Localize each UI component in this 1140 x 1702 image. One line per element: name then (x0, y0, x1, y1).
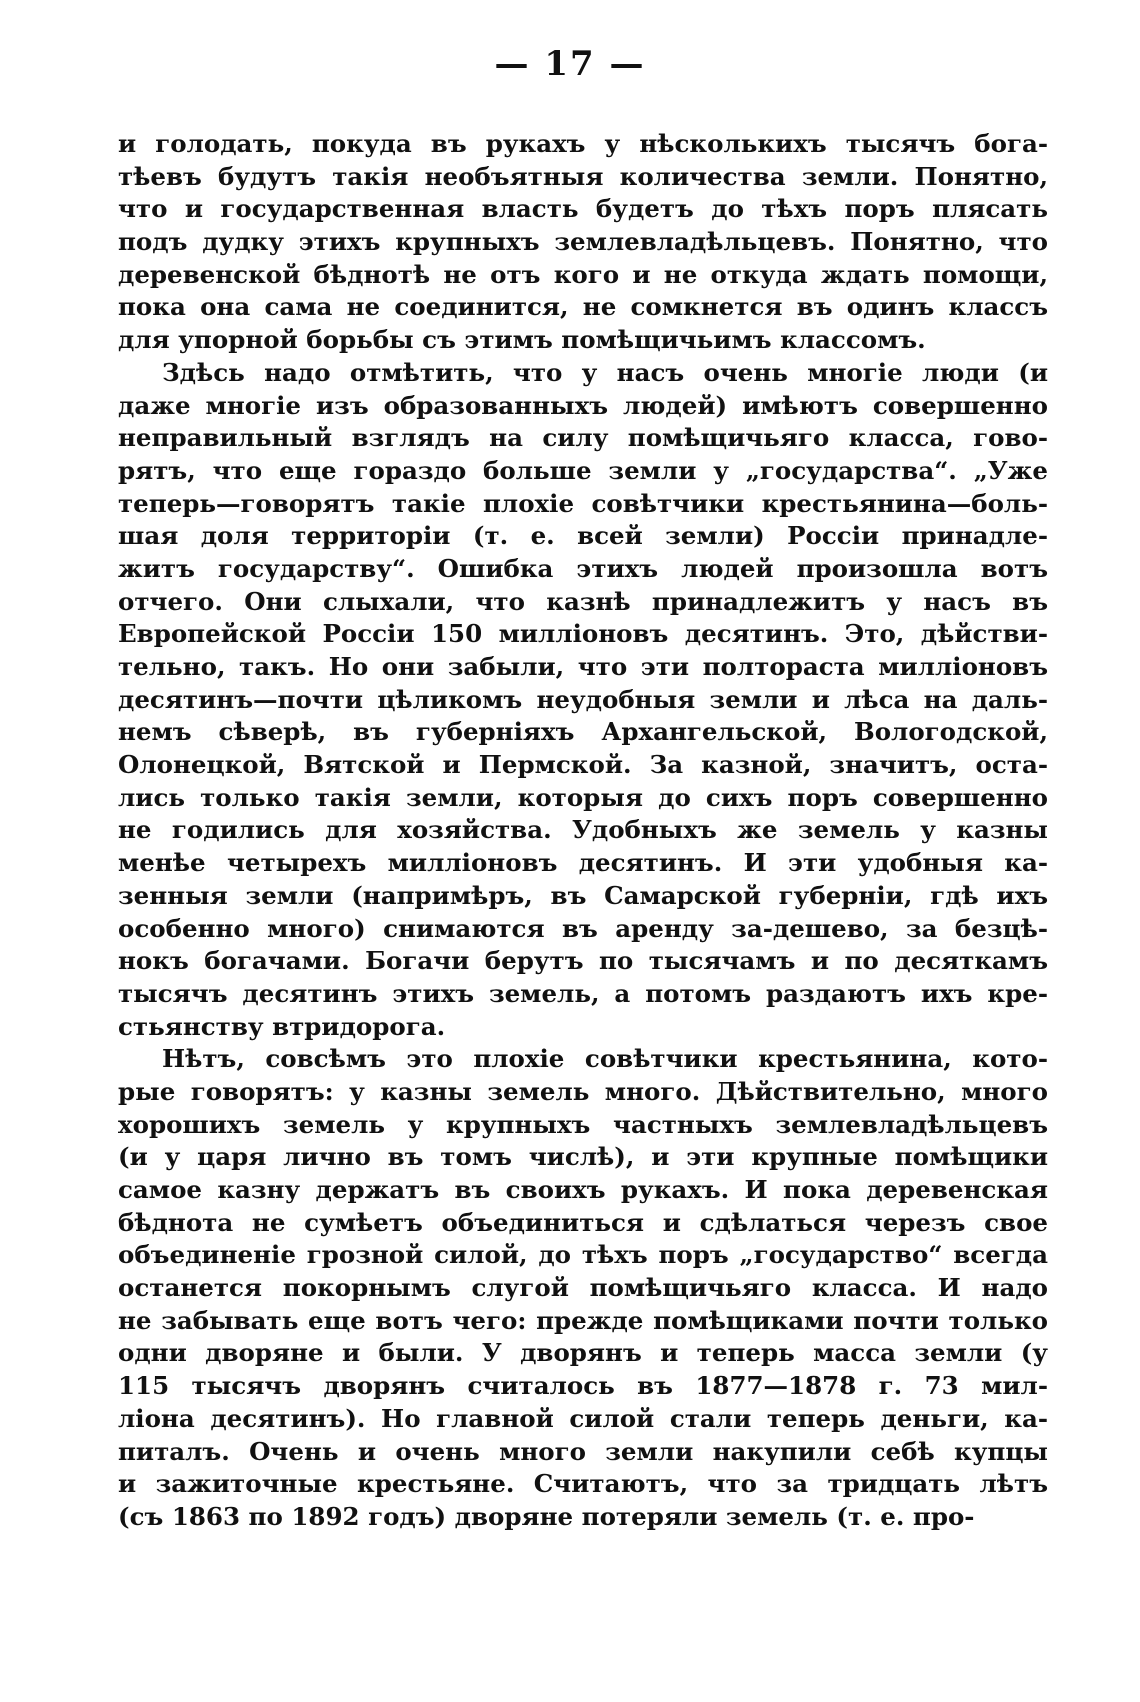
text-line: хорошихъ земель у крупныхъ частныхъ землевладѣльцевъ (118, 1109, 1048, 1139)
text-line: для упорной борьбы съ этимъ помѣщичьимъ классомъ. (118, 325, 926, 355)
text-line: тѣевъ будутъ такія необъятныя количества земли. Понятно, (118, 161, 1048, 191)
text-line: и голодать, покуда въ рукахъ у нѣсколькихъ тысячъ бога- (118, 129, 1048, 158)
text-line: деревенской бѣднотѣ не отъ кого и не откуда ждать помощи, (118, 259, 1048, 289)
text-line: пока она сама не соединится, не сомкнется въ одинъ классъ (118, 292, 1048, 322)
text-line: даже многіе изъ образованныхъ людей) имѣютъ совершенно (118, 390, 1048, 420)
text-line: одни дворяне и были. У дворянъ и теперь масса земли (у (118, 1338, 1048, 1368)
text-line: 115 тысячъ дворянъ считалось въ 1877—1878 г. 73 мил- (118, 1371, 1048, 1401)
text-line: (и у царя лично въ томъ числѣ), и эти крупные помѣщики (118, 1142, 1048, 1172)
text-line: объединеніе грозной силой, до тѣхъ поръ „государство“ всегда (118, 1240, 1048, 1270)
text-line: останется покорнымъ слугой помѣщичьяго класса. И надо (118, 1273, 1048, 1303)
text-line: немъ сѣверѣ, въ губерніяхъ Архангельской, Вологодской, (118, 717, 1048, 747)
text-line: рятъ, что еще гораздо больше земли у „государства“. „Уже (118, 455, 1048, 485)
text-line: отчего. Они слыхали, что казнѣ принадлежитъ у насъ въ (118, 586, 1048, 616)
text-line: что и государственная власть будетъ до тѣхъ поръ плясать (118, 194, 1048, 224)
paragraph (118, 128, 1048, 357)
text-line: шая доля территоріи (т. е. всей земли) Россіи принадле- (118, 521, 1048, 551)
text-line: Европейской Россіи 150 милліоновъ десятинъ. Это, дѣйстви- (118, 619, 1048, 649)
text-line: житъ государству“. Ошибка этихъ людей произошла вотъ (118, 553, 1048, 583)
text-line: нокъ богачами. Богачи берутъ по тысячамъ и по десяткамъ (118, 946, 1048, 976)
body-text (118, 128, 1048, 1534)
text-line: лись только такія земли, которыя до сихъ поръ совершенно (118, 782, 1048, 812)
text-line: особенно много) снимаются въ аренду за-дешево, за безцѣ- (118, 913, 1048, 943)
paragraph (118, 1043, 1048, 1533)
text-line: теперь—говорятъ такіе плохіе совѣтчики крестьянина—боль- (118, 488, 1048, 518)
text-line: питалъ. Очень и очень много земли накупили себѣ купцы (118, 1436, 1048, 1466)
text-line: менѣе четырехъ милліоновъ десятинъ. И эти удобныя ка- (118, 848, 1048, 878)
page-number: — 17 — (494, 44, 646, 84)
text-line: зенныя земли (напримѣръ, въ Самарской губерніи, гдѣ ихъ (118, 880, 1048, 910)
text-line: ліона десятинъ). Но главной силой стали теперь деньги, ка- (118, 1403, 1048, 1433)
text-line: самое казну держатъ въ своихъ рукахъ. И пока деревенская (118, 1175, 1048, 1204)
text-line: Нѣтъ, совсѣмъ это плохіе совѣтчики крестьянина, кото- (162, 1044, 1048, 1074)
text-line: десятинъ—почти цѣликомъ неудобныя земли и лѣса на даль- (118, 684, 1048, 714)
paragraph (118, 357, 1048, 1043)
text-line: и зажиточные крестьяне. Считаютъ, что за тридцать лѣтъ (118, 1469, 1048, 1499)
text-line: подъ дудку этихъ крупныхъ землевладѣльцевъ. Понятно, что (118, 227, 1048, 257)
text-line: тельно, такъ. Но они забыли, что эти полтораста милліоновъ (118, 652, 1048, 681)
text-line: не забывать еще вотъ чего: прежде помѣщиками почти только (118, 1305, 1048, 1335)
text-line: Здѣсь надо отмѣтить, что у насъ очень многіе люди (и (162, 357, 1048, 387)
text-line: рые говорятъ: у казны земель много. Дѣйствительно, много (118, 1076, 1048, 1106)
text-line: неправильный взглядъ на силу помѣщичьяго класса, гово- (118, 423, 1048, 453)
text-line: не годились для хозяйства. Удобныхъ же земель у казны (118, 815, 1048, 845)
text-line: стьянству втридорога. (118, 1011, 446, 1041)
text-line: бѣднота не сумѣетъ объединиться и сдѣлаться черезъ свое (118, 1207, 1048, 1237)
text-line: тысячъ десятинъ этихъ земель, а потомъ раздаютъ ихъ кре- (118, 978, 1048, 1008)
text-line: Олонецкой, Вятской и Пермской. За казной, значитъ, оста- (118, 750, 1048, 780)
text-line: (съ 1863 по 1892 годъ) дворяне потеряли земель (т. е. про- (118, 1501, 975, 1531)
